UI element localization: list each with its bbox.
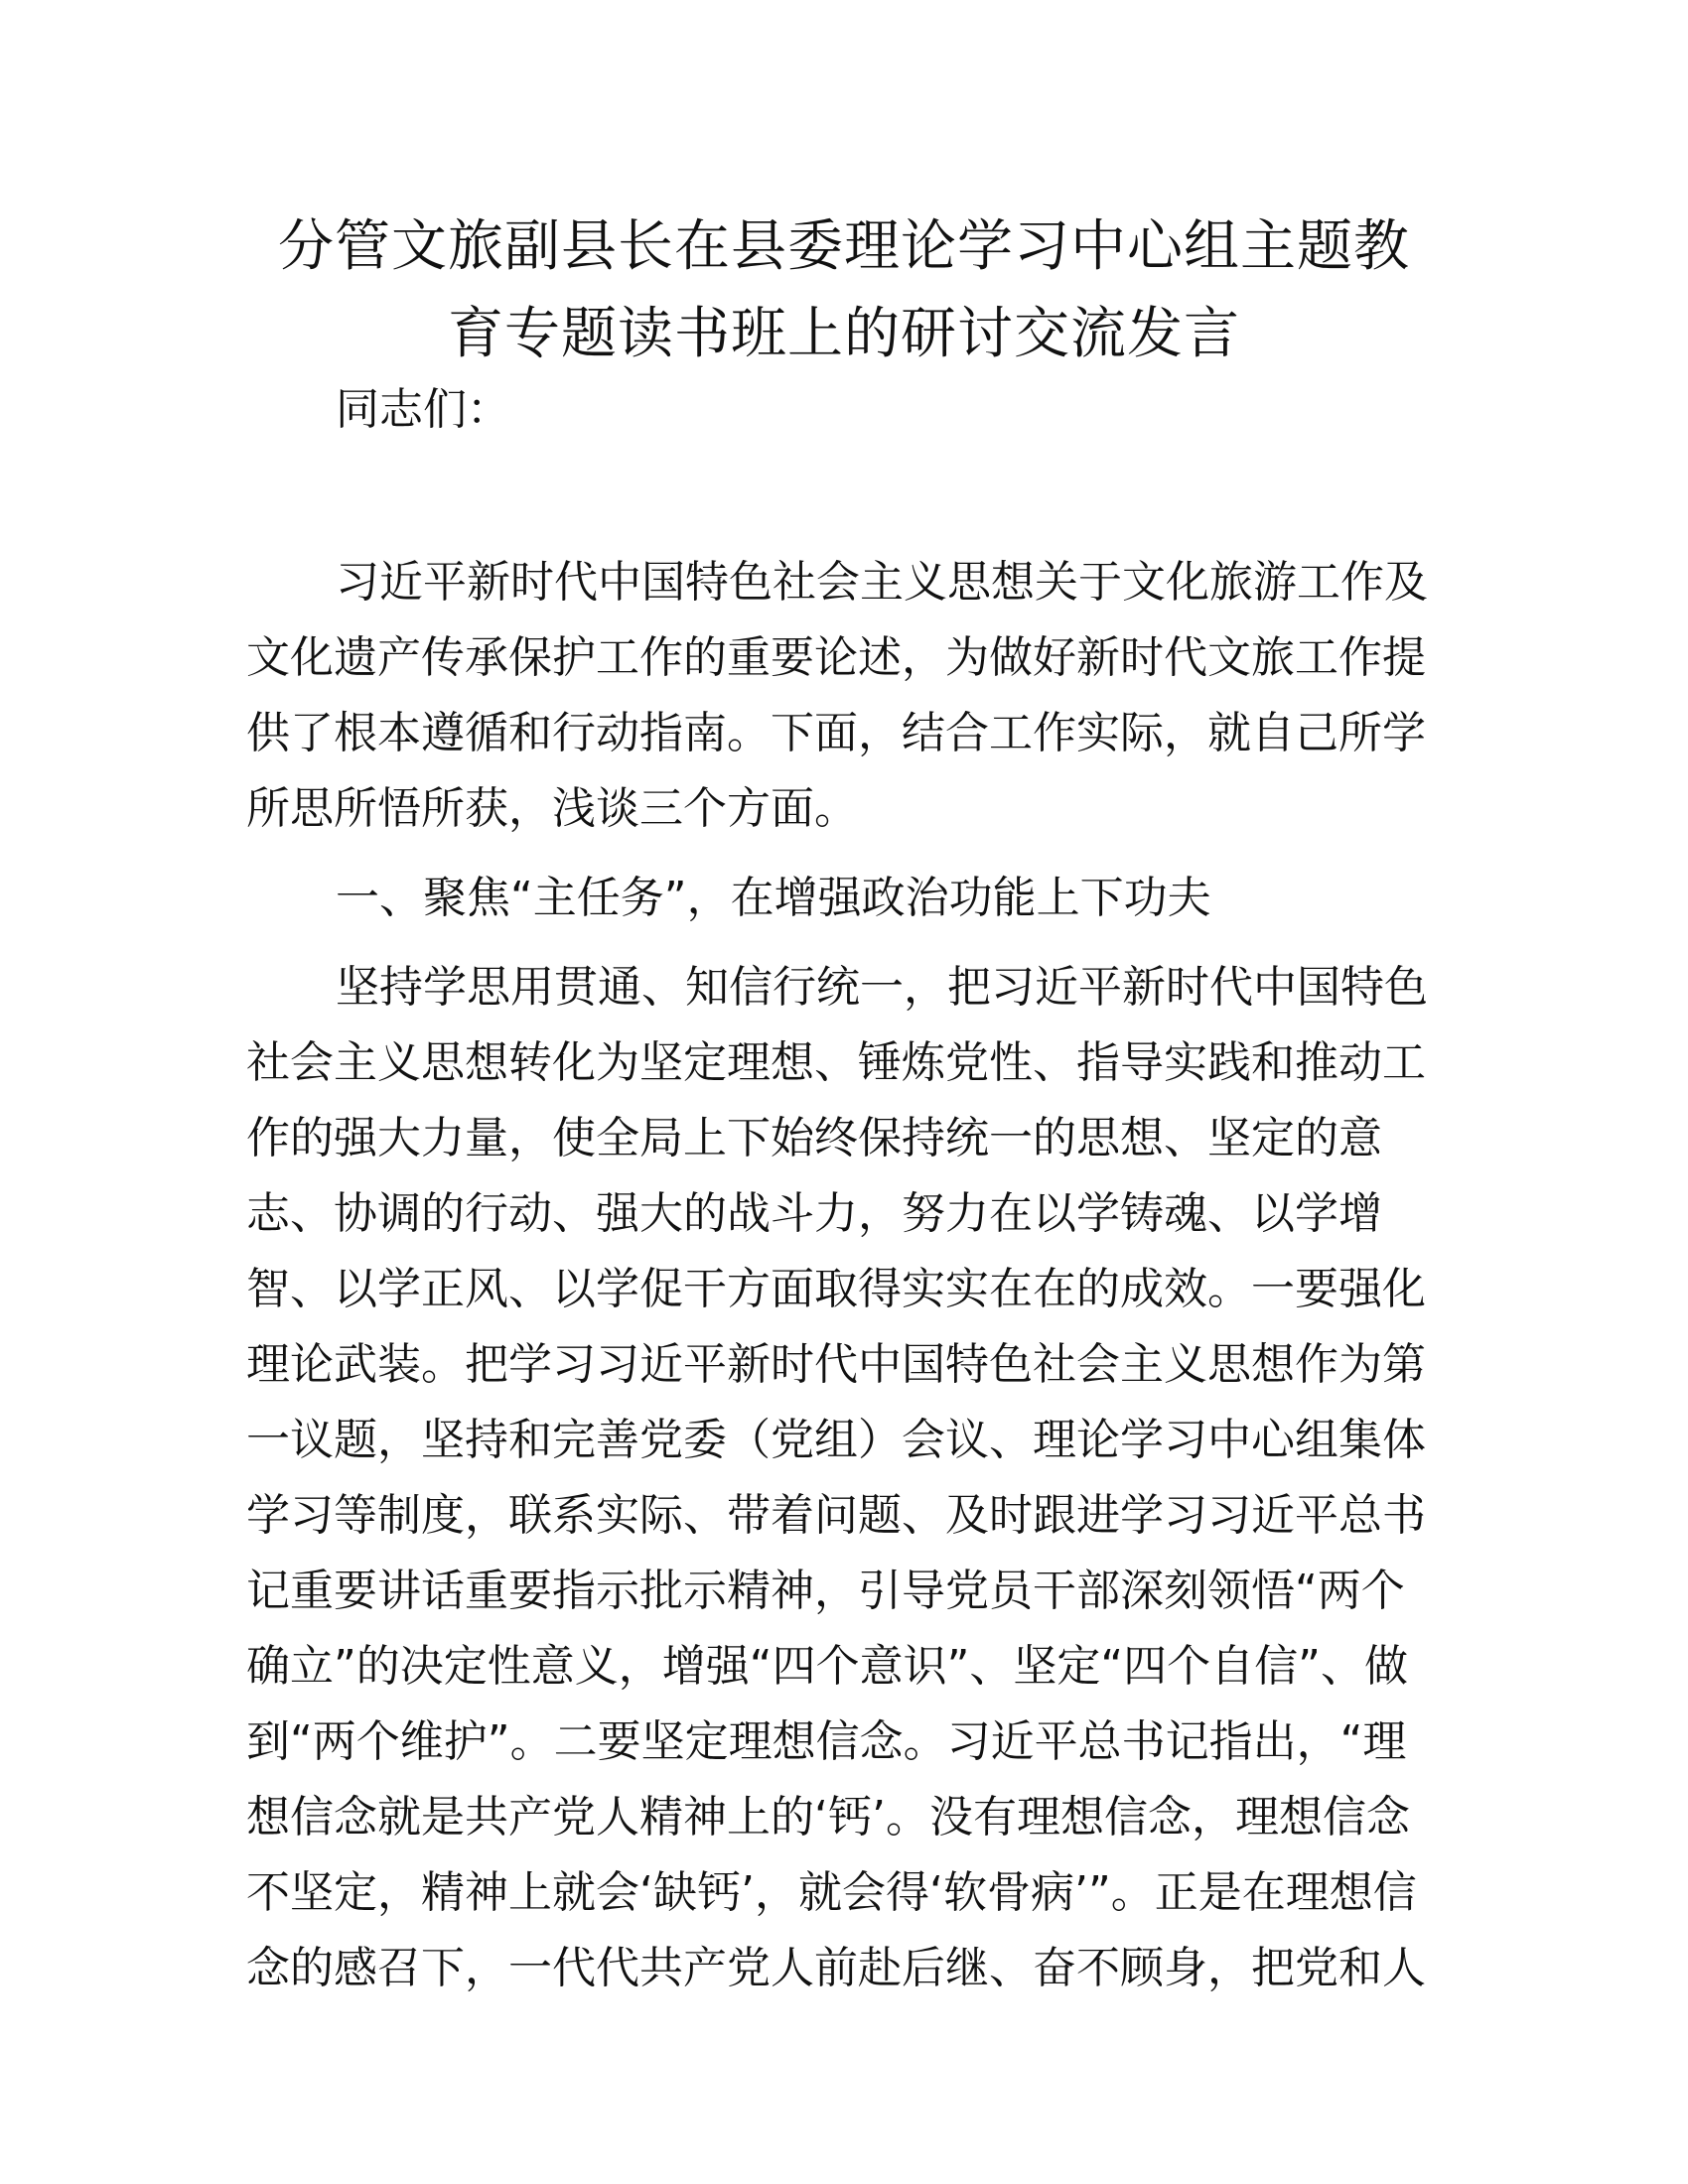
paragraph-1-line: 所思所悟所获，浅谈三个方面。 <box>246 783 858 834</box>
paragraph-1-line: 习近平新时代中国特色社会主义思想关于文化旅游工作及 <box>336 557 1428 608</box>
paragraph-gap <box>246 448 1438 545</box>
paragraph-2-line: 确立”的决定性意义，增强“四个意识”、坚定“四个自信”、做 <box>246 1641 1408 1692</box>
paragraph-2-line: 记重要讲话重要指示批示精神，引导党员干部深刻领悟“两个 <box>246 1566 1405 1616</box>
paragraph-1 <box>246 545 1438 847</box>
paragraph-2-line: 一议题，坚持和完善党委（党组）会议、理论学习中心组集体 <box>246 1415 1426 1465</box>
paragraph-2-line: 学习等制度，联系实际、带着问题、及时跟进学习习近平总书 <box>246 1490 1426 1541</box>
paragraph-2-line: 智、以学正风、以学促干方面取得实实在在的成效。一要强化 <box>246 1264 1426 1314</box>
paragraph-2-line: 不坚定，精神上就会‘缺钙’，就会得‘软骨病’”。正是在理想信 <box>246 1867 1417 1918</box>
paragraph-1-line: 供了根本遵循和行动指南。下面，结合工作实际，就自己所学 <box>246 708 1426 758</box>
paragraph-2-line: 社会主义思想转化为坚定理想、锤炼党性、指导实践和推动工 <box>246 1037 1426 1088</box>
title-line-2: 育专题读书班上的研讨交流发言 <box>448 302 1240 366</box>
paragraph-2-line: 念的感召下，一代代共产党人前赴后继、奋不顾身，把党和人 <box>246 1943 1426 1993</box>
paragraph-2-line: 坚持学思用贯通、知信行统一，把习近平新时代中国特色 <box>336 962 1428 1013</box>
paragraph-2-line: 想信念就是共产党人精神上的‘钙’。没有理想信念，理想信念 <box>246 1792 1410 1843</box>
greeting: 同志们： <box>336 384 510 435</box>
paragraph-gap <box>246 936 1438 950</box>
paragraph-2-line: 志、协调的行动、强大的战斗力，努力在以学铸魂、以学增 <box>246 1188 1382 1239</box>
paragraph-gap <box>246 847 1438 861</box>
title-line-1: 分管文旅副县长在县委理论学习中心组主题教 <box>278 214 1410 279</box>
paragraph-2 <box>246 950 1438 2006</box>
paragraph-2-line: 理论武装。把学习习近平新时代中国特色社会主义思想作为第 <box>246 1339 1426 1390</box>
document-body <box>246 372 1438 2006</box>
paragraph-1-line: 文化遗产传承保护工作的重要论述，为做好新时代文旅工作提 <box>246 632 1426 683</box>
document-title <box>248 204 1440 378</box>
paragraph-2-line: 到“两个维护”。二要坚定理想信念。习近平总书记指出，“理 <box>246 1716 1407 1767</box>
section-heading-1: 一、聚焦“主任务”，在增强政治功能上下功夫 <box>336 873 1211 923</box>
paragraph-2-line: 作的强大力量，使全局上下始终保持统一的思想、坚定的意 <box>246 1113 1382 1163</box>
